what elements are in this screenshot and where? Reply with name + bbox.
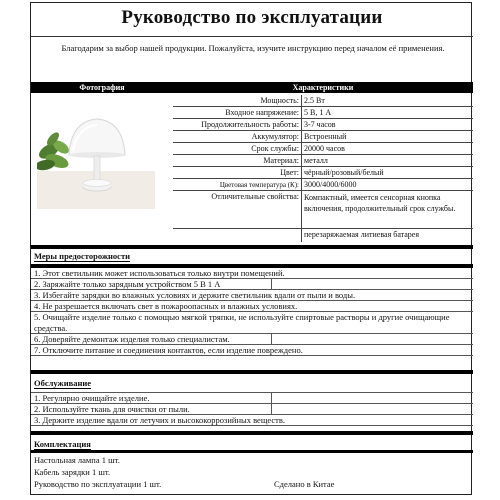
specs-header-bar xyxy=(31,82,473,93)
list-item: 3. Избегайте зарядки во влажных условиях и держите светильник вдали от пыли и воды. xyxy=(31,290,473,301)
spec-label: Продолжительность работы: xyxy=(173,119,302,130)
spec-value: металл xyxy=(304,156,328,165)
list-item: 1. Этот светильник может использоваться только внутри помещений. xyxy=(31,268,473,279)
title-divider xyxy=(31,36,473,37)
spec-label: Входное напряжение: xyxy=(173,107,302,118)
made-in-label: Сделано в Китае xyxy=(274,479,335,489)
precautions-list xyxy=(31,268,473,356)
spec-row-power xyxy=(173,95,473,107)
spec-value: перезаряжаемая литиевая батарея xyxy=(304,230,420,239)
spec-label xyxy=(173,229,302,242)
maintenance-title: Обслуживание xyxy=(34,378,92,388)
list-item: 2. Заряжайте только зарядным устройством 5 В 1 А xyxy=(31,279,473,290)
list-item: 3. Держите изделие вдали от летучих и высококоррозийных веществ. xyxy=(31,415,473,426)
kit-item: Кабель зарядки 1 шт. xyxy=(34,467,111,477)
spec-row-features xyxy=(173,191,473,229)
list-item: 7. Отключите питание и соединения контактов, если изделие повреждено. xyxy=(31,345,473,356)
specs-table xyxy=(173,95,473,242)
spec-value: Компактный, имеется сенсорная кнопка включения, продолжительный срок службы. xyxy=(304,193,456,213)
kit-title: Комплектация xyxy=(34,439,91,449)
spec-label: Аккумулятор: xyxy=(173,131,302,142)
spec-label: Отличительные свойства: xyxy=(173,191,302,228)
spec-row-features-extra xyxy=(173,229,473,242)
spec-row-color xyxy=(173,167,473,179)
list-item: 1. Регулярно очищайте изделие. xyxy=(31,393,473,404)
list-item: 2. Используйте ткань для очистки от пыли. xyxy=(31,404,473,415)
section-divider xyxy=(31,245,473,249)
maintenance-list xyxy=(31,392,473,426)
spec-value: 3000/4000/6000 xyxy=(304,180,357,189)
spec-label: Материал: xyxy=(173,155,302,166)
list-item: 6. Доверяйте демонтаж изделия только специалистам. xyxy=(31,334,473,345)
kit-item: Руководство по эксплуатации 1 шт. xyxy=(34,479,162,489)
instruction-sheet xyxy=(30,2,472,495)
intro-text: Благодарим за выбор нашей продукции. Пожалуйста, изучите инструкцию перед началом её применения. xyxy=(61,43,445,53)
specs-header: Характеристики xyxy=(292,83,354,92)
list-item: 5. Очищайте изделие только с помощью мягкой тряпки, не используйте спиртовые растворы и другие очищающие средства. xyxy=(31,312,473,334)
kit-list xyxy=(34,454,474,490)
kit-item: Настольная лампа 1 шт. xyxy=(34,455,120,465)
spec-value: чёрный/розовый/белый xyxy=(304,168,384,177)
spec-label: Цвет: xyxy=(173,167,302,178)
list-item: 4. Не разрешается включать свет в пожароопасных и влажных условиях. xyxy=(31,301,473,312)
spec-row-lifetime xyxy=(173,143,473,155)
spec-value: 2.5 Вт xyxy=(304,96,325,105)
section-divider xyxy=(31,370,473,374)
spec-label: Мощность: xyxy=(173,95,302,106)
spec-row-battery xyxy=(173,131,473,143)
section-divider xyxy=(31,450,473,453)
precautions-title: Меры предосторожности xyxy=(34,251,131,261)
spec-value: 5 В, 1 А xyxy=(304,108,332,117)
lamp-photo xyxy=(37,101,155,209)
photo-header: Фотография xyxy=(79,83,125,92)
section-divider xyxy=(31,431,473,435)
page-title: Руководство по эксплуатации xyxy=(121,7,383,28)
kit-item-row xyxy=(34,478,474,490)
spec-label: Срок службы: xyxy=(173,143,302,154)
spec-row-runtime xyxy=(173,119,473,131)
spec-row-material xyxy=(173,155,473,167)
spec-row-voltage xyxy=(173,107,473,119)
spec-row-color-temperature xyxy=(173,179,473,191)
spec-label: Цветовая температура (К): xyxy=(173,179,302,190)
spec-value: 3-7 часов xyxy=(304,120,336,129)
spec-value: Встроенный xyxy=(304,132,347,141)
spec-value: 20000 часов xyxy=(304,144,345,153)
